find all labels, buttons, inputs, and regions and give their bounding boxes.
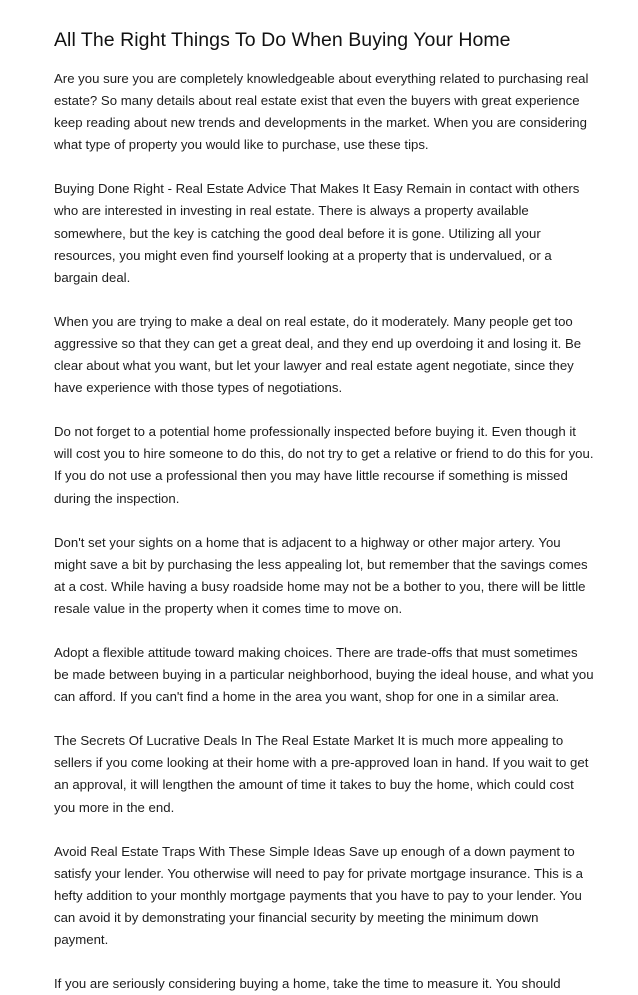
document-page [54,0,594,995]
document-title: All The Right Things To Do When Buying Your Home [54,29,511,51]
paragraph-3: When you are trying to make a deal on real estate, do it moderately. Many people get too aggressive so that they can get a great deal, and they end up overdoing it and losing it. Be clear about what you want, but let your lawyer and real estate agent negotiate, since they have experience with those types of negotiations. [54,313,582,396]
paragraph-7: The Secrets Of Lucrative Deals In The Real Estate Market It is much more appealing to sellers if you come looking at their home with a pre-approved loan in hand. If you wait to get an approval, it will lengthen the amount of time it takes to buy the home, which could cost you more in the end. [54,733,589,815]
paragraph-2: Buying Done Right - Real Estate Advice That Makes It Easy Remain in contact with others who are interested in investing in real estate. There is always a property available somewhere, but the key is catching the good deal before it is gone. Utilizing all your resources, you might even find yourself looking at a property that is undervalued, or a bargain deal. [54,181,580,285]
document-body [54,68,594,995]
paragraph-1: Are you sure you are completely knowledgeable about everything related to purchasing real estate? So many details about real estate exist that even the buyers with great experience keep reading about new trends and developments in the market. When you are considering what type of property you would like to purchase, use these tips. [54,71,589,153]
paragraph-5: Don't set your sights on a home that is adjacent to a highway or other major artery. You might save a bit by purchasing the less appealing lot, but remember that the savings comes at a cost. While having a busy roadside home may not be a bother to you, there will be little resale value in the property when it comes time to move on. [54,534,588,616]
paragraph-6: Adopt a flexible attitude toward making choices. There are trade-offs that must sometimes be made between buying in a particular neighborhood, buying the ideal house, and what you can afford. If you can't find a home in the area you want, shop for one in a similar area. [54,644,594,705]
paragraph-8: Avoid Real Estate Traps With These Simple Ideas Save up enough of a down payment to satisfy your lender. You otherwise will need to pay for private mortgage insurance. This is a hefty addition to your monthly mortgage payments that you have to pay to your lender. You can avoid it by demonstrating your financial security by meeting the minimum down payment. [54,843,584,947]
paragraph-9: If you are seriously considering buying a home, take the time to measure it. You should [54,976,561,992]
paragraph-4: Do not forget to a potential home professionally inspected before buying it. Even though it will cost you to hire someone to do this, do not try to get a relative or friend to do this for you. If you do not use a professional then you may have little recourse if something is missed during the inspection. [54,424,594,506]
